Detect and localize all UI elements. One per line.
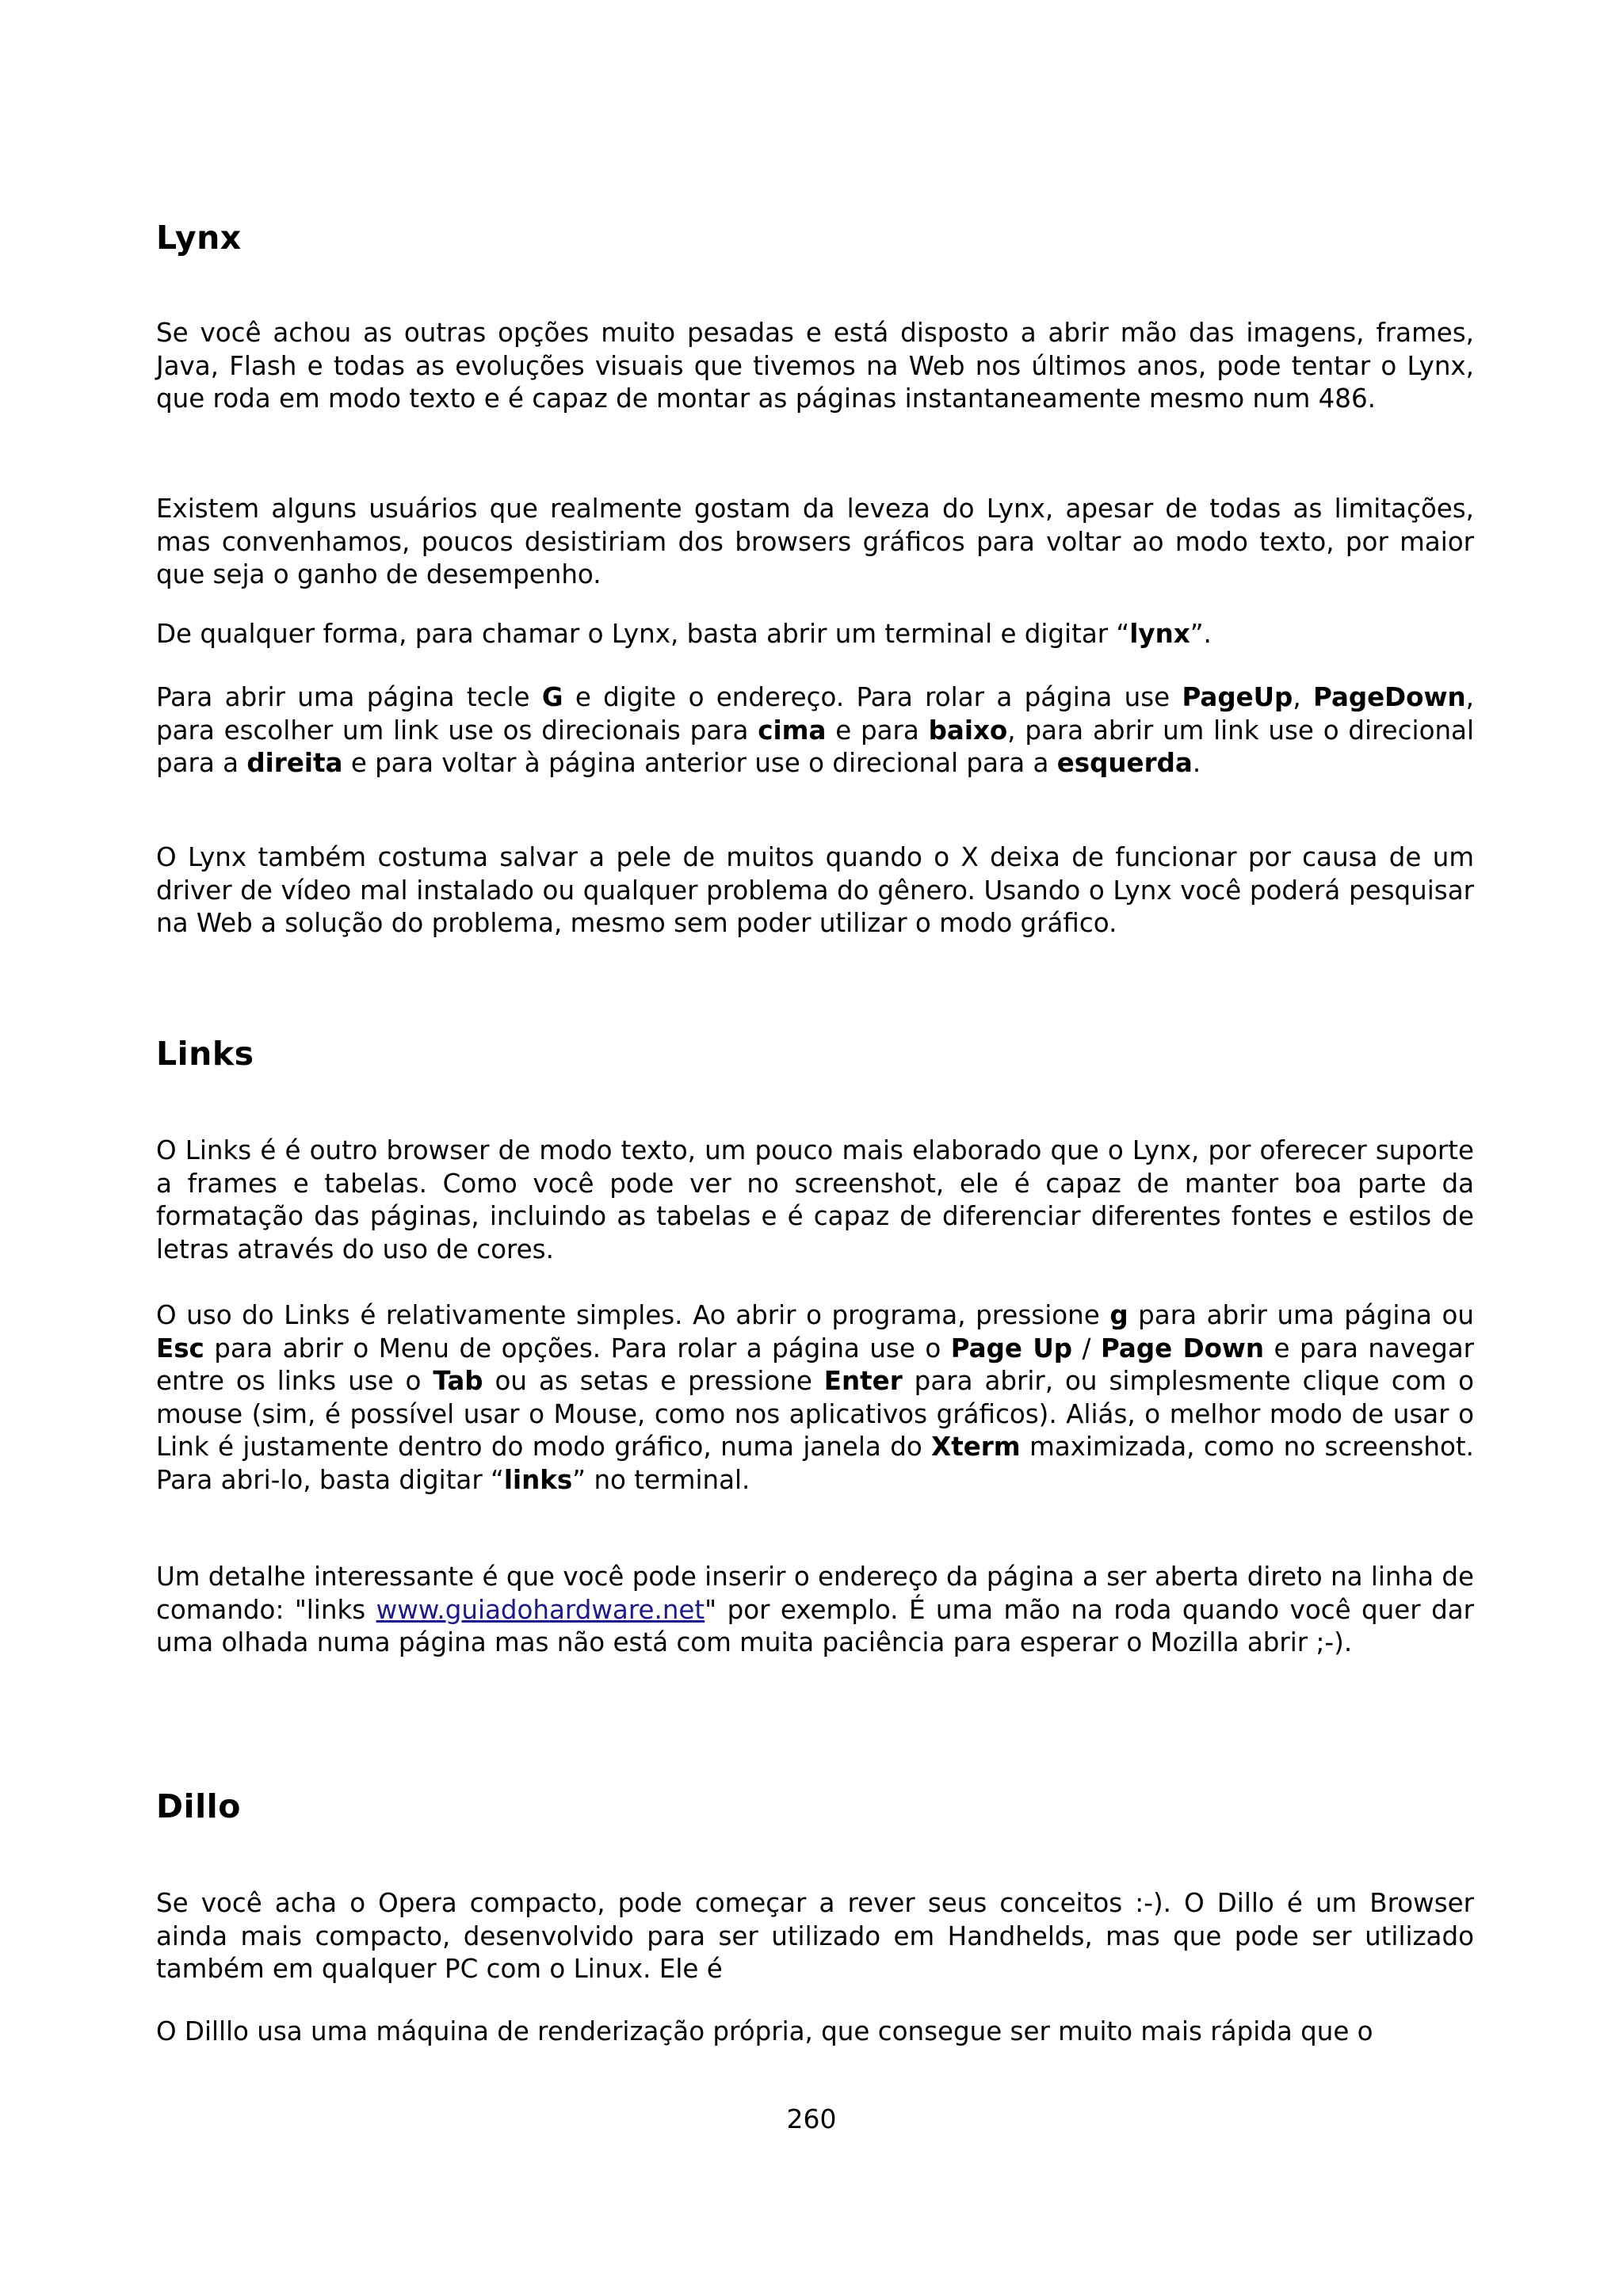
bold-term: Page Up — [950, 1333, 1073, 1363]
bold-term: cima — [758, 715, 827, 746]
text-run: e para navegar entre os links use o — [156, 1333, 1474, 1396]
bold-term: esquerda — [1056, 748, 1193, 778]
bold-term: Tab — [433, 1366, 483, 1396]
url-link[interactable]: www.guiadohardware.net — [376, 1594, 705, 1625]
bold-term: g — [1109, 1300, 1128, 1330]
section-heading-dillo: Dillo — [156, 1787, 241, 1825]
text-run: , para escolher um link use os direcionais para — [156, 682, 1474, 746]
bold-term: lynx — [1129, 619, 1190, 649]
text-run: maximizada, como no screenshot. Para abri-lo, basta digitar “ — [156, 1432, 1474, 1495]
paragraph — [156, 1299, 1474, 1497]
paragraph — [156, 1887, 1474, 1986]
text-run: Um detalhe interessante é que você pode inserir o endereço da página a ser aberta direto na linha de comando: "links — [156, 1562, 1474, 1625]
bold-term: PageDown — [1313, 682, 1466, 712]
bold-term: Esc — [156, 1333, 204, 1363]
text-run: . — [1192, 748, 1201, 778]
text-run: Para abrir uma página tecle — [156, 682, 542, 712]
text-run: De qualquer forma, para chamar o Lynx, basta abrir um terminal e digitar “ — [156, 619, 1130, 649]
text-run: e para voltar à página anterior use o direcional para a — [342, 748, 1057, 778]
text-run: O Dilllo usa uma máquina de renderização própria, que consegue ser muito mais rápida que o — [156, 2016, 1373, 2046]
text-run: " por exemplo. É uma mão na roda quando você quer dar uma olhada numa página mas não está com muita paciência para esperar o Mozilla abrir ;-). — [156, 1594, 1474, 1657]
bold-term: G — [541, 682, 563, 712]
bold-term: PageUp — [1182, 682, 1293, 712]
text-run: ”. — [1190, 619, 1212, 649]
text-run: Se você acha o Opera compacto, pode começar a rever seus conceitos :-). O Dillo é um Browser ainda mais compacto, desenvolvido para ser utilizado em Handhelds, mas que pode ser utilizado também em qualquer PC com o Linux. Ele é — [156, 1888, 1474, 1984]
bold-term: baixo — [928, 715, 1008, 746]
text-run: e para — [826, 715, 929, 746]
bold-term: direita — [246, 748, 343, 778]
text-run: ou as setas e pressione — [483, 1366, 824, 1396]
text-run: O Links é é outro browser de modo texto, um pouco mais elaborado que o Lynx, por oferecer suporte a frames e tabelas. Como você pode ver no screenshot, ele é capaz de manter boa parte da formatação das páginas, incluindo as tabelas e é capaz de diferenciar diferentes fontes e estilos de letras através do uso de cores. — [156, 1135, 1474, 1264]
paragraph — [156, 841, 1474, 940]
bold-term: Page Down — [1100, 1333, 1265, 1363]
paragraph — [156, 1561, 1474, 1660]
text-run: Existem alguns usuários que realmente gostam da leveza do Lynx, apesar de todas as limitações, mas convenhamos, poucos desistiriam dos browsers gráficos para voltar ao modo texto, por maior que seja o ganho de desempenho. — [156, 494, 1474, 589]
text-run: O Lynx também costuma salvar a pele de muitos quando o X deixa de funcionar por causa de um driver de vídeo mal instalado ou qualquer problema do gênero. Usando o Lynx você poderá pesquisar na Web a solução do problema, mesmo sem poder utilizar o modo gráfico. — [156, 842, 1474, 938]
bold-term: links — [503, 1464, 573, 1495]
bold-term: Xterm — [931, 1432, 1021, 1462]
paragraph — [156, 2016, 1474, 2049]
text-run: para abrir uma página ou — [1128, 1300, 1474, 1330]
paragraph — [156, 493, 1474, 592]
paragraph — [156, 681, 1474, 780]
text-run: para abrir, ou simplesmente clique com o mouse (sim, é possível usar o Mouse, como nos aplicativos gráficos). Aliás, o melhor modo de usar o Link é justamente dentro do modo gráfico, numa janela do — [156, 1366, 1474, 1462]
text-run: , para abrir um link use o direcional para a — [156, 715, 1474, 778]
text-run: e digite o endereço. Para rolar a página use — [563, 682, 1182, 712]
section-heading-lynx: Lynx — [156, 219, 242, 257]
text-run: / — [1072, 1333, 1101, 1363]
paragraph — [156, 618, 1474, 651]
text-run: Se você achou as outras opções muito pesadas e está disposto a abrir mão das imagens, frames, Java, Flash e todas as evoluções visuais que tivemos na Web nos últimos anos, pode tentar o Lynx, que roda em modo texto e é capaz de montar as páginas instantaneamente mesmo num 486. — [156, 318, 1474, 414]
text-run: , — [1293, 682, 1313, 712]
text-run: ” no terminal. — [572, 1464, 750, 1495]
text-run: para abrir o Menu de opções. Para rolar a página use o — [204, 1333, 951, 1363]
page-number: 260 — [786, 2103, 837, 2134]
section-heading-links: Links — [156, 1035, 254, 1073]
text-run: O uso do Links é relativamente simples. Ao abrir o programa, pressione — [156, 1300, 1110, 1330]
bold-term: Enter — [823, 1366, 903, 1396]
paragraph — [156, 317, 1474, 416]
paragraph — [156, 1135, 1474, 1266]
